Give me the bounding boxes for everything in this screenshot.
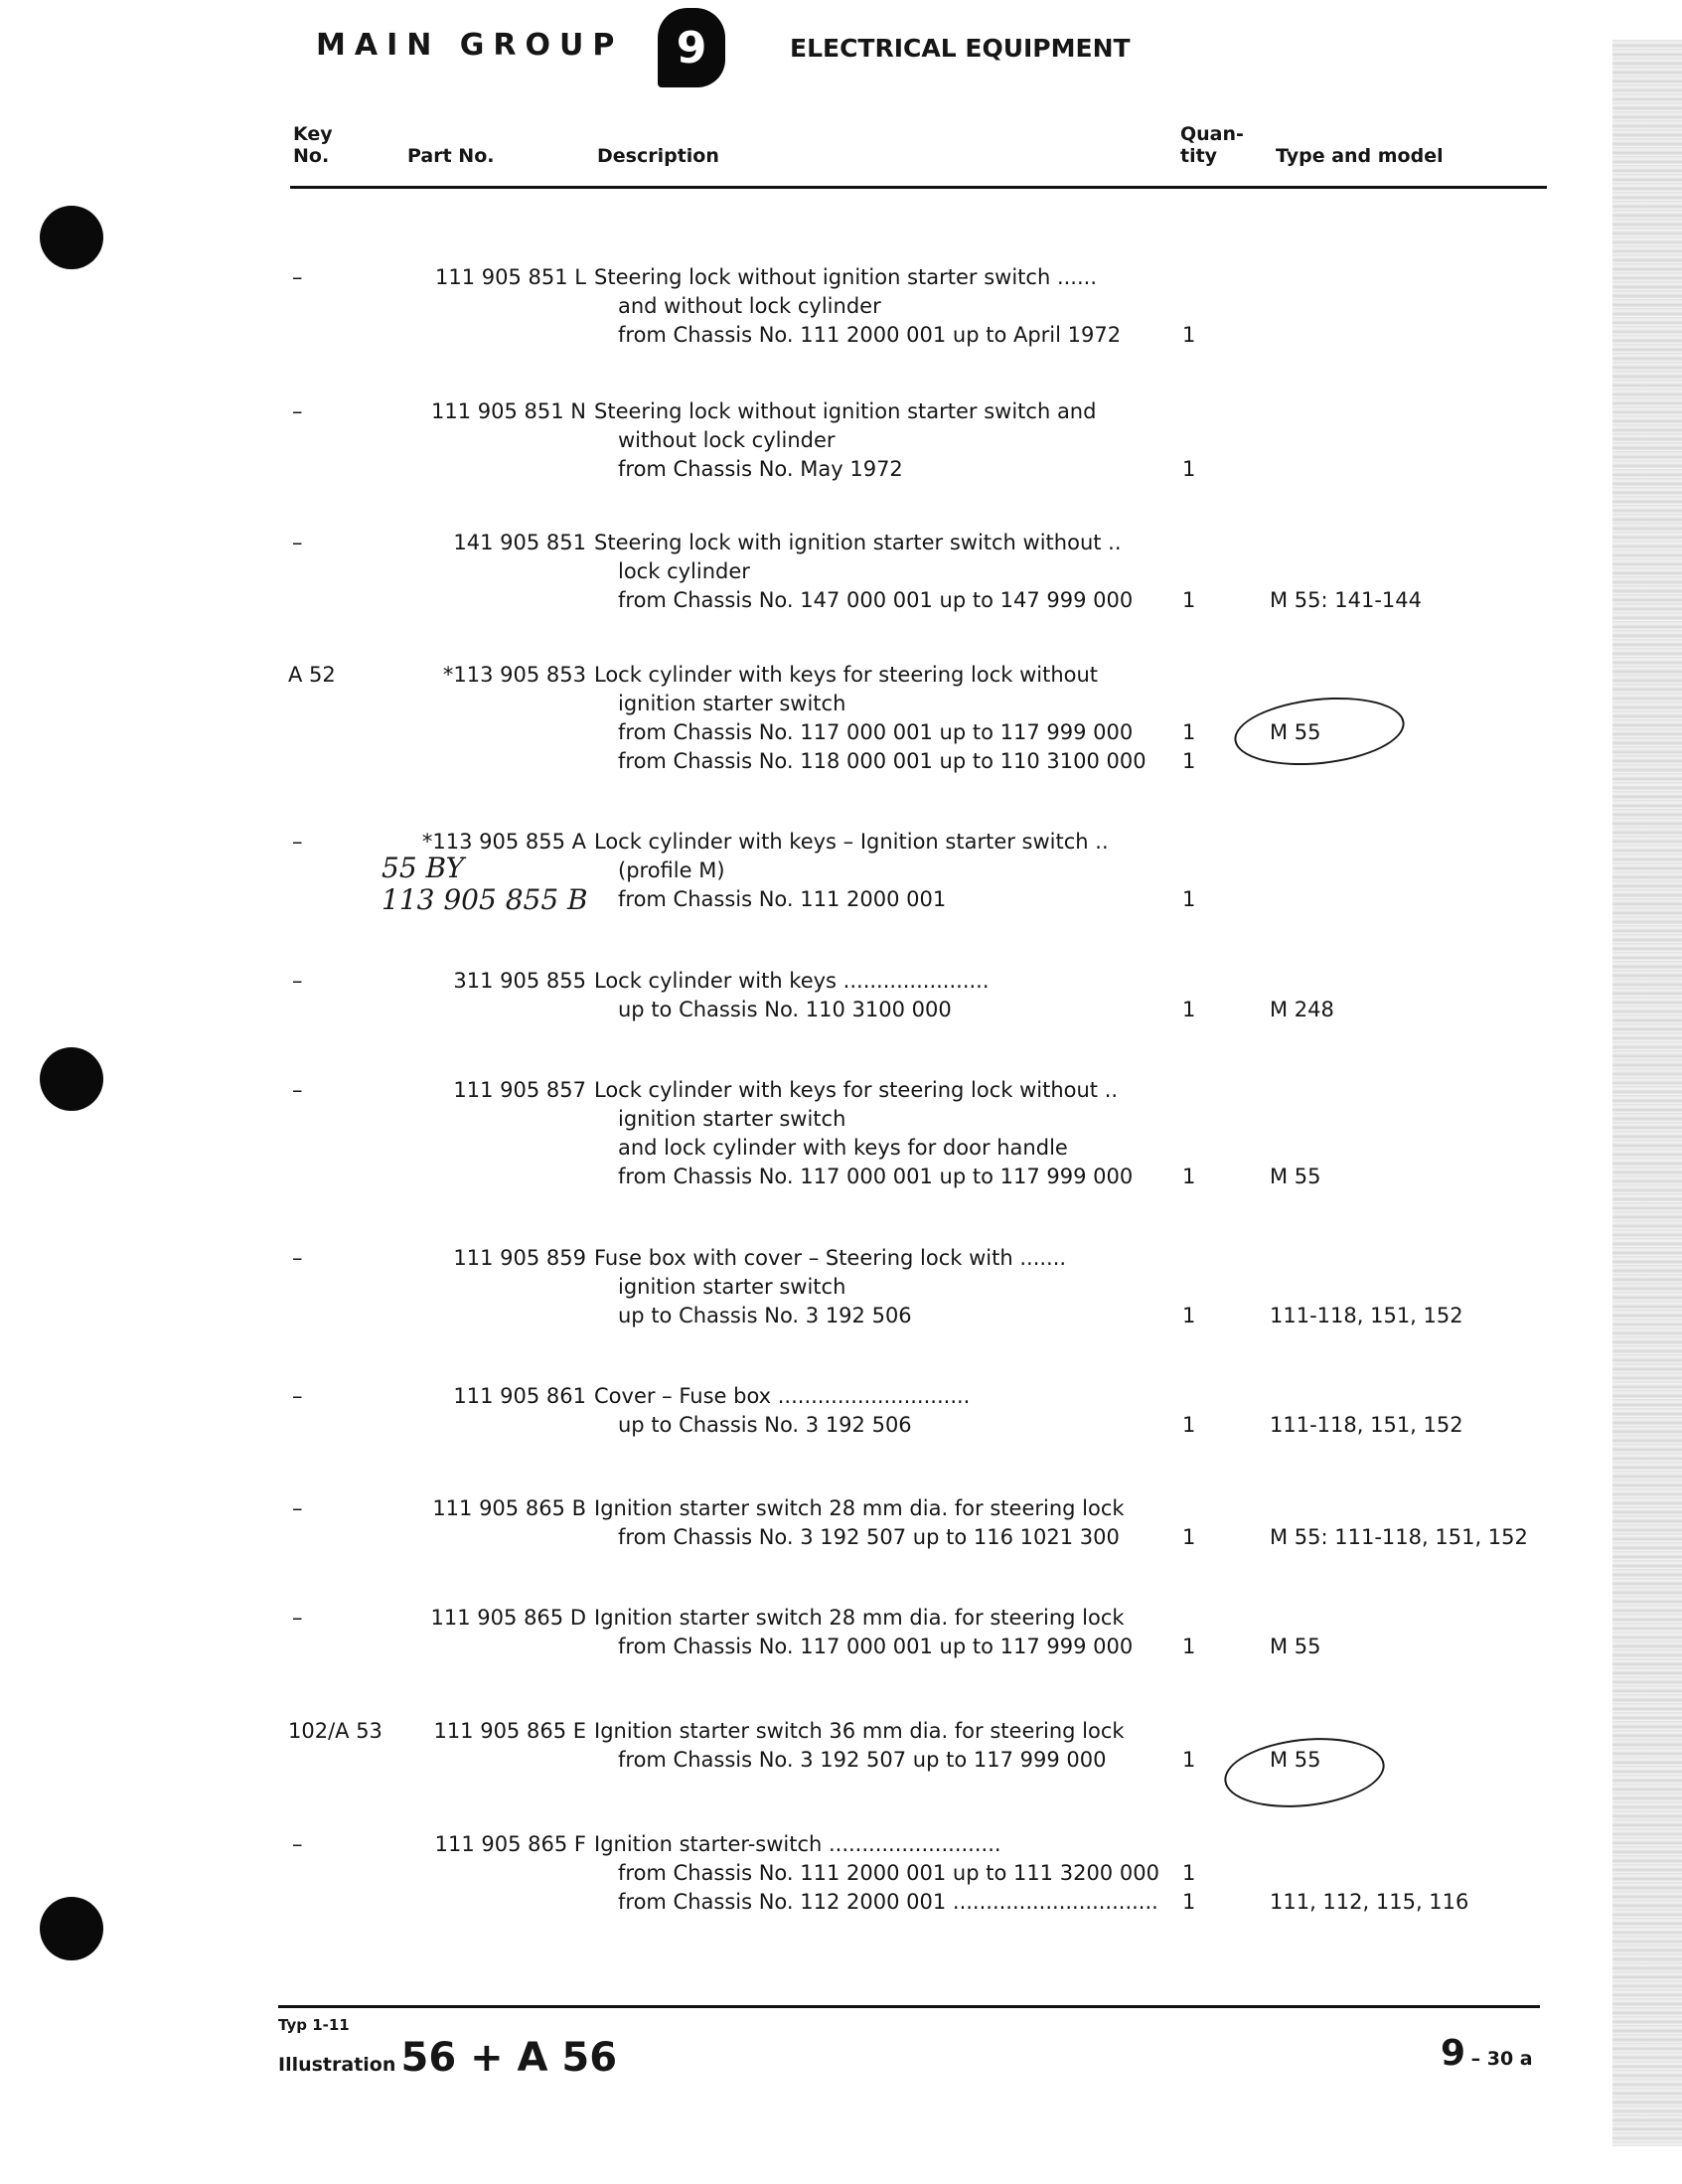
punch-hole	[40, 1047, 103, 1111]
quantity-line: 1	[1182, 1304, 1196, 1327]
type-model-line: 111-118, 151, 152	[1270, 1304, 1463, 1327]
type-model-line	[1270, 1494, 1528, 1523]
description-line: from Chassis No. 117 000 001 up to 117 999 000	[618, 1635, 1134, 1658]
type-model-line	[1270, 967, 1528, 996]
key-no-cell: –	[292, 265, 303, 289]
quantity-cell	[1182, 529, 1222, 615]
column-header-key-no: Key No.	[293, 123, 333, 167]
type-model-cell	[1270, 529, 1528, 615]
handwritten-note	[382, 853, 588, 916]
description-cell	[594, 828, 1180, 914]
key-no-cell: –	[292, 1246, 303, 1270]
type-model-cell	[1270, 1382, 1528, 1440]
illustration-number: 56 + A 56	[400, 2035, 618, 2081]
quantity-cell	[1182, 1604, 1222, 1661]
description-line: and without lock cylinder	[618, 294, 881, 318]
quantity-line: 1	[1182, 1635, 1196, 1658]
type-model-line	[1270, 1830, 1528, 1859]
type-model-line	[1270, 1604, 1528, 1633]
page-number	[1441, 2033, 1533, 2074]
description-line: from Chassis No. 111 2000 001 up to April 1972	[618, 323, 1122, 347]
quantity-line	[1182, 426, 1222, 455]
quantity-line	[1182, 1105, 1222, 1134]
description-cell	[594, 1244, 1180, 1330]
type-model-line	[1270, 828, 1528, 857]
type-model-cell	[1270, 967, 1528, 1024]
part-no-cell: 111 905 865 B	[432, 1496, 586, 1520]
type-model-line: M 55: 141-144	[1270, 588, 1423, 612]
description-line: Ignition starter switch 28 mm dia. for steering lock	[594, 1496, 1125, 1520]
type-model-line	[1270, 263, 1528, 292]
key-no-cell: –	[292, 1832, 303, 1856]
quantity-line	[1182, 1830, 1222, 1859]
footer-divider	[278, 2005, 1540, 2008]
type-model-line	[1270, 1076, 1528, 1105]
key-no-cell: 102/A 53	[288, 1719, 382, 1743]
description-line: lock cylinder	[618, 559, 750, 583]
quantity-line: 1	[1182, 887, 1196, 911]
handwritten-note-line: 113 905 855 B	[382, 883, 588, 916]
part-no-cell: 111 905 865 F	[434, 1832, 586, 1856]
type-model-line	[1270, 426, 1528, 455]
part-no-cell: 111 905 861	[453, 1384, 586, 1408]
punch-hole	[40, 1897, 103, 1960]
handwritten-note-line: 55 BY	[382, 852, 465, 884]
quantity-line	[1182, 292, 1222, 321]
type-model-cell	[1270, 1076, 1528, 1191]
type-model-line	[1270, 661, 1528, 690]
description-cell	[594, 1382, 1180, 1440]
column-header-part-no: Part No.	[407, 145, 495, 167]
type-model-line	[1270, 557, 1528, 586]
description-line: Steering lock without ignition starter switch and	[594, 399, 1097, 423]
quantity-cell	[1182, 1494, 1222, 1552]
punch-hole	[40, 206, 103, 269]
quantity-line	[1182, 1273, 1222, 1302]
type-model-line	[1270, 1244, 1528, 1273]
description-line: from Chassis No. May 1972	[618, 457, 903, 481]
description-line: from Chassis No. 117 000 001 up to 117 999 000	[618, 720, 1134, 744]
key-no-cell: –	[292, 969, 303, 993]
quantity-line: 1	[1182, 1748, 1196, 1772]
description-line: ignition starter switch	[618, 692, 846, 715]
key-no-cell: –	[292, 830, 303, 854]
quantity-line	[1182, 690, 1222, 718]
quantity-line: 1	[1182, 323, 1196, 347]
key-no-cell: –	[292, 1078, 303, 1102]
quantity-line: 1	[1182, 1861, 1196, 1885]
description-line: without lock cylinder	[618, 428, 836, 452]
quantity-line	[1182, 557, 1222, 586]
type-model-line	[1270, 1859, 1528, 1888]
page-number-main: 9	[1441, 2033, 1466, 2074]
description-line: up to Chassis No. 3 192 506	[618, 1413, 912, 1437]
type-model-line	[1270, 1105, 1528, 1134]
quantity-line	[1182, 1604, 1222, 1633]
description-line: up to Chassis No. 3 192 506	[618, 1304, 912, 1327]
description-line: from Chassis No. 111 2000 001 up to 111 3200 000	[618, 1861, 1159, 1885]
description-line: (profile M)	[618, 858, 725, 882]
quantity-line: 1	[1182, 588, 1196, 612]
quantity-line: 1	[1182, 1525, 1196, 1549]
quantity-line	[1182, 263, 1222, 292]
page-number-sub: – 30 a	[1470, 2048, 1533, 2070]
description-line: Lock cylinder with keys – Ignition starter switch ..	[594, 830, 1109, 854]
description-cell	[594, 1076, 1180, 1191]
key-no-cell: –	[292, 399, 303, 423]
description-cell	[594, 1830, 1180, 1917]
quantity-line	[1182, 1494, 1222, 1523]
part-no-cell: *113 905 855 A	[421, 830, 586, 854]
quantity-line: 1	[1182, 749, 1196, 773]
quantity-line	[1182, 397, 1222, 426]
column-header-quantity: Quan- tity	[1180, 123, 1244, 167]
description-line: from Chassis No. 111 2000 001	[618, 887, 947, 911]
group-number-badge	[658, 8, 725, 87]
type-model-line: M 55	[1270, 1165, 1321, 1188]
quantity-line: 1	[1182, 1413, 1196, 1437]
quantity-cell	[1182, 967, 1222, 1024]
quantity-cell	[1182, 1244, 1222, 1330]
description-line: and lock cylinder with keys for door handle	[618, 1136, 1068, 1160]
type-model-line	[1270, 885, 1528, 914]
main-group-label: MAIN GROUP	[316, 28, 624, 63]
quantity-cell	[1182, 1830, 1222, 1917]
part-no-cell: 111 905 857	[453, 1078, 586, 1102]
key-no-cell: –	[292, 1384, 303, 1408]
type-model-line	[1270, 455, 1528, 484]
quantity-cell	[1182, 1382, 1222, 1440]
illustration-reference	[278, 2035, 617, 2081]
column-header-type-model: Type and model	[1276, 145, 1444, 167]
description-line: from Chassis No. 117 000 001 up to 117 999 000	[618, 1165, 1134, 1188]
description-line: Steering lock without ignition starter switch ......	[594, 265, 1097, 289]
part-no-cell: 111 905 865 D	[430, 1606, 586, 1630]
quantity-cell	[1182, 1717, 1222, 1775]
description-line: Lock cylinder with keys for steering lock without ..	[594, 1078, 1119, 1102]
quantity-line: 1	[1182, 457, 1196, 481]
description-cell	[594, 263, 1180, 350]
description-cell	[594, 1494, 1180, 1552]
description-line: from Chassis No. 147 000 001 up to 147 999 000	[618, 588, 1134, 612]
quantity-line	[1182, 1134, 1222, 1163]
type-model-line: M 55	[1270, 1748, 1321, 1772]
description-cell	[594, 1717, 1180, 1775]
description-line: from Chassis No. 3 192 507 up to 116 1021 300	[618, 1525, 1120, 1549]
key-no-cell: A 52	[288, 663, 336, 687]
description-line: from Chassis No. 118 000 001 up to 110 3100 000	[618, 749, 1147, 773]
type-model-line: M 248	[1270, 998, 1334, 1021]
quantity-line	[1182, 967, 1222, 996]
section-title: ELECTRICAL EQUIPMENT	[790, 34, 1131, 63]
description-line: from Chassis No. 112 2000 001 ...............................	[618, 1890, 1158, 1914]
type-model-line: 111-118, 151, 152	[1270, 1413, 1463, 1437]
description-cell	[594, 397, 1180, 484]
type-model-line: M 55: 111-118, 151, 152	[1270, 1525, 1528, 1549]
type-model-line	[1270, 1134, 1528, 1163]
quantity-line	[1182, 661, 1222, 690]
quantity-line	[1182, 857, 1222, 885]
description-line: Steering lock with ignition starter switch without ..	[594, 531, 1122, 554]
key-no-cell: –	[292, 1606, 303, 1630]
quantity-cell	[1182, 661, 1222, 776]
description-cell	[594, 661, 1180, 776]
type-model-line: M 55	[1270, 720, 1321, 744]
type-model-cell	[1270, 397, 1528, 484]
description-line: up to Chassis No. 110 3100 000	[618, 998, 952, 1021]
key-no-cell: –	[292, 1496, 303, 1520]
description-cell	[594, 529, 1180, 615]
quantity-line: 1	[1182, 1165, 1196, 1188]
type-model-line	[1270, 321, 1528, 350]
description-cell	[594, 967, 1180, 1024]
quantity-line	[1182, 1076, 1222, 1105]
part-no-cell: *113 905 853	[442, 663, 586, 687]
type-model-line	[1270, 1273, 1528, 1302]
type-model-cell	[1270, 1494, 1528, 1552]
description-line: Lock cylinder with keys for steering lock without	[594, 663, 1099, 687]
type-model-cell	[1270, 828, 1528, 914]
type-model-line	[1270, 1382, 1528, 1411]
type-model-cell	[1270, 1604, 1528, 1661]
quantity-cell	[1182, 263, 1222, 350]
type-model-cell	[1270, 263, 1528, 350]
description-line: Ignition starter-switch ..........................	[594, 1832, 1001, 1856]
description-line: ignition starter switch	[618, 1107, 846, 1131]
type-model-line: 111, 112, 115, 116	[1270, 1890, 1469, 1914]
column-header-description: Description	[597, 145, 719, 167]
quantity-line: 1	[1182, 998, 1196, 1021]
type-model-line	[1270, 529, 1528, 557]
quantity-cell	[1182, 1076, 1222, 1191]
description-line: Lock cylinder with keys ......................	[594, 969, 990, 993]
part-no-cell: 111 905 851 N	[431, 399, 586, 423]
quantity-line	[1182, 1244, 1222, 1273]
quantity-line: 1	[1182, 1890, 1196, 1914]
header-divider	[290, 186, 1547, 189]
scan-edge-shading	[1612, 40, 1682, 2146]
group-number: 9	[676, 22, 707, 74]
key-no-cell: –	[292, 531, 303, 554]
part-no-cell: 111 905 851 L	[435, 265, 586, 289]
type-model-line	[1270, 397, 1528, 426]
quantity-line	[1182, 1717, 1222, 1746]
part-no-cell: 141 905 851	[453, 531, 586, 554]
description-line: Cover – Fuse box .............................	[594, 1384, 971, 1408]
quantity-cell	[1182, 397, 1222, 484]
type-model-line: M 55	[1270, 1635, 1321, 1658]
quantity-line: 1	[1182, 720, 1196, 744]
description-line: Ignition starter switch 28 mm dia. for steering lock	[594, 1606, 1125, 1630]
quantity-line	[1182, 1382, 1222, 1411]
part-no-cell: 111 905 859	[453, 1246, 586, 1270]
description-line: Ignition starter switch 36 mm dia. for steering lock	[594, 1719, 1125, 1743]
type-label: Typ 1-11	[278, 2016, 350, 2034]
part-no-cell: 111 905 865 E	[433, 1719, 586, 1743]
type-model-line	[1270, 292, 1528, 321]
type-model-cell	[1270, 1830, 1528, 1917]
illustration-label: Illustration	[278, 2054, 396, 2076]
quantity-cell	[1182, 828, 1222, 914]
description-line: ignition starter switch	[618, 1275, 846, 1299]
quantity-line	[1182, 529, 1222, 557]
type-model-line	[1270, 857, 1528, 885]
description-line: from Chassis No. 3 192 507 up to 117 999 000	[618, 1748, 1107, 1772]
type-model-cell	[1270, 1244, 1528, 1330]
quantity-line	[1182, 828, 1222, 857]
part-no-cell: 311 905 855	[453, 969, 586, 993]
description-line: Fuse box with cover – Steering lock with .......	[594, 1246, 1067, 1270]
description-cell	[594, 1604, 1180, 1661]
